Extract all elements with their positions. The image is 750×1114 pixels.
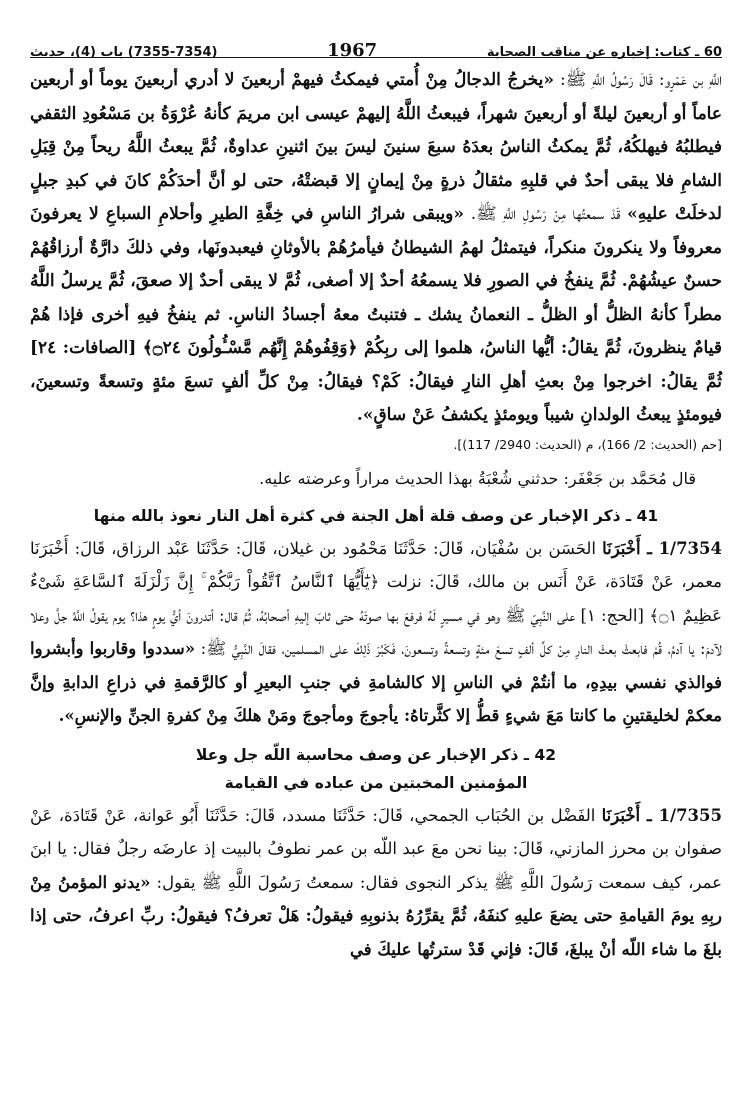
hadith-text: «ويبقى شرارُ الناسِ في خِفَّةِ الطيرِ وأحلامِ السباعِ لا يعرفونَ معروفاً ولا ينكرونَ منكراً، فيتمثلُ لهمُ الشيطانُ فيأمرُهُمْ بالأوثانِ فيعبدونَها، وفي ذلكَ دارَّةٌ أرزاقُهُمْ حسنٌ عيشُهُمْ. ثُمَّ ينفخُ في الصورِ فلا يسمعُهُ أحدٌ إلا أصغى، ثُمَّ لا يبقى أحدٌ إلا صعقَ، ثُمَّ يرسلُ اللَّهُ مطراً كأنهُ الظلُّ أو الظلُّ ـ النعمانُ يشك ـ فتنبتُ معهُ أجسادُ الناسِ. ثم ينفخُ فيهِ أخرى فإذا هُمْ قيامٌ ينظرونَ، ثُمَّ يقالُ: أيُّها الناسُ، هلموا إلى ربِكُمْ ﴿وَقِفُوهُمْ إِنَّهُم مَّسْـُٔولُونَ ۝٢٤﴾ [الصافات: ٢٤] ثُمَّ يقالُ: اخرجوا مِنْ بعثِ أهلِ النارِ فيقالُ: كَمْ؟ فيقالُ: مِنْ كلِّ ألفٍ تسعَ مئةٍ وتسعةً وتسعينَ، فيومئذٍ يبعثُ الولدانِ شيباً ويومئذٍ يكشفُ عَنْ ساقٍ». xyxy=(30,204,722,425)
page-body xyxy=(30,64,722,966)
isnad-text: الحَسَن بن سُفْيَان، قَالَ: حَدَّثَنَا مَحْمُود بن غيلان، قَالَ: حَدَّثَنَا عَبْد الرزاق، قَالَ: أَخْبَرَنَا معمر، عَنْ قَتَادَة، عَنْ أَنَس بن مالك، قَالَ: نزلت ﴿يَٰٓأَيُّهَا ٱلنَّاسُ ٱتَّقُواْ رَبَّكُمْ ۚ إِنَّ زَلْزَلَةَ ٱلسَّاعَةِ شَىْءٌ عَظِيمٌ ۝١﴾ [الحج: ١] على النَّبِيّ ﷺ وهو في مسيرٍ لَهُ فرفعَ بها صوتَهُ حتى ثابَ إليهِ أصحابُهُ، ثُمَّ قال: أتدرونَ أيُّ يومٍ هذا؟ يوم يقولُ اللَّهُ جلَّ وعلا لآدمَ: يا آدمُ، قُمْ فابعثْ بعثَ النارِ مِنْ كلِّ ألفٍ تسعَ مئةٍ وتسعةً وتسعونَ، فَكَبُرَ ذَلِكَ على المسلمين، فقالَ النَّبِيُّ ﷺ: xyxy=(30,538,722,658)
isnad-text: الفَضْل بن الحُبَاب الجمحي، قَالَ: حَدَّثَنَا مسدد، قَالَ: حَدَّثَنَا أَبُو عَوانة، عَنْ قَتَادَة، عَنْ صفوان بن محرز المازني، قَالَ: بينا نحن معَ عبد اللّه بن عمر نطوفُ بالبيت إذ عارضَه رجلٌ فقال: يا ابنَ عمر، كيف سمعت رَسُولَ اللَّهِ ﷺ يذكر النجوى فقال: سمعتُ رَسُولَ اللَّهِ ﷺ يقول: xyxy=(30,805,722,892)
header-chapter-ref: (7355-7354) باب (4)، حديث xyxy=(30,45,218,60)
hadith-entry xyxy=(30,532,722,733)
section-title: 42 ـ ذكر الإخبار عن وصف محاسبة اللّه جل وعلا xyxy=(195,745,557,764)
running-header xyxy=(30,28,722,61)
akhbarana-label: ـ أَخْبَرَنَا xyxy=(602,538,659,558)
continued-hadith-paragraph xyxy=(30,64,722,433)
narrator-text: قَدْ سمعتُها مِنْ رَسُولِ اللَّهِ ﷺ. xyxy=(464,204,628,224)
hadith-number: 1/7354 xyxy=(658,538,722,558)
narrator-note: قال مُحَمَّد بن جَعْفَر: حدثني شُعْبَةُ بهذا الحديث مراراً وعرضته عليه. xyxy=(259,468,696,488)
narrator-text: اللَّهِ بن عَمْرٍو: قَالَ رَسُولُ اللَّهِ ﷺ: xyxy=(554,70,722,90)
hadith-text: «يدنو المؤمنُ مِنْ ربِهِ يومَ القيامةِ حتى يضعَ عليهِ كنفَهُ، ثُمَّ يقرِّرُهُ بذنوبِهِ فيقولُ: هَلْ تعرفُ؟ فيقولُ: ربِّ اعرفُ، حتى إذا بلغَ ما شاء اللّه أنْ يبلغَ، قَالَ: فإني قَدْ سترتُها عليكَ في xyxy=(30,872,722,959)
section-title: 41 ـ ذكر الإخبار عن وصف قلة أهل الجنة في كثرة أهل النار نعوذ بالله منها xyxy=(93,506,659,525)
page-number: 1967 xyxy=(327,40,378,61)
book-page xyxy=(30,28,722,966)
hadith-text: «يخرجُ الدجالُ مِنْ أُمتي فيمكثُ فيهمْ أربعينَ لا أدري أربعينَ يوماً أو أربعين عاماً أو أربعينَ ليلةً أو أربعينَ شهراً، فيبعثُ اللَّهُ إليهمْ عيسى ابن مريمَ كأنهُ عُرْوَةُ بن مَسْعُودِ الثقفي فيطلبُهُ فيهلكُهُ، ثُمَّ يمكثُ الناسُ بعدَهُ سبعَ سنينَ ليسَ بينَ اثنينِ عداوةٌ، ثُمَّ يبعثُ اللَّهُ ريحاً مِنْ قِبَلِ الشامِ فلا يبقى أحدٌ في قلبِهِ مثقالُ ذرةٍ مِنْ إيمانٍ إلا قبضتْهُ، حتى لو أنَّ أحدَكُمْ كانَ في كبدِ جبلٍ لدخلَتْ عليهِ» xyxy=(30,70,722,224)
hadith-reference: [حم (الحديث: 2/ 166)، م (الحديث: 2940/ 117)]. xyxy=(453,436,722,452)
hadith-text: «سددوا وقاربوا وأبشروا فوالذي نفسي بيدِهِ، ما أنتُمْ في الناسِ إلا كالشامةِ في جنبِ البعيرِ أو كالرَّقمةِ في ذراعِ الدابةِ وإنَّ معكمْ لخليقتينِ ما كانتا مَعَ شيءٍ قطُّ إلا كثَّرتاهُ: يأجوجَ ومأجوجَ ومَنْ هلكَ مِنْ كفرةِ الجنِّ والإنسِ». xyxy=(30,639,722,725)
hadith-number: 1/7355 xyxy=(658,805,722,825)
hadith-entry xyxy=(30,799,722,967)
section-title: المؤمنين المخبتين من عباده في القيامة xyxy=(224,773,528,792)
header-book-title: 60 ـ كتاب: إخباره عن مناقب الصحابة xyxy=(486,45,722,60)
akhbarana-label: ـ أَخْبَرَنَا xyxy=(601,805,659,825)
